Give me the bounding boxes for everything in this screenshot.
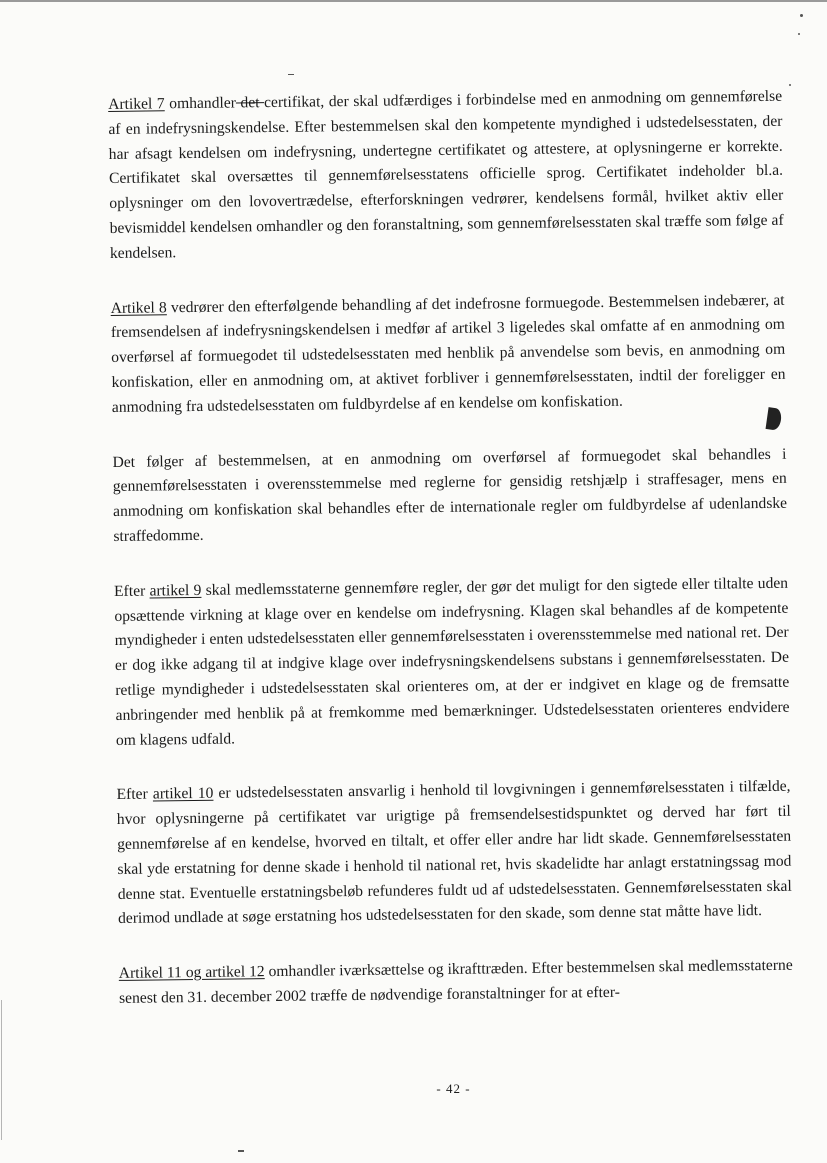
article-reference: artikel 10 — [152, 785, 214, 803]
article-reference: Artikel 8 — [110, 298, 167, 317]
paragraph-artikel-11-12 — [119, 954, 794, 1012]
struck-text: det — [235, 94, 265, 112]
paragraph-artikel-10 — [116, 775, 792, 932]
paragraph-artikel-8-continued — [112, 442, 787, 549]
scan-speck — [288, 74, 294, 75]
scan-speck — [798, 33, 800, 35]
scan-left-edge — [1, 1000, 2, 1140]
paragraph-text: Efter — [113, 582, 150, 600]
document-page — [108, 85, 794, 1042]
scan-top-edge — [0, 0, 827, 2]
paragraph-text: omhandler — [164, 94, 237, 113]
page-number: - 42 - — [436, 1081, 471, 1096]
article-reference: Artikel 11 og artikel 12 — [118, 963, 265, 983]
paragraph-text: Det følger af bestemmelsen, at en anmodning om overførsel af formuegodet skal behandles i gennemførelsesstaten i overensstemmelse med reglerne for gensidig retshjælp i straffesager, mens en anmodning om konfiskation skal behandles efter de internationale regler om fuldbyrdelse af udenlandske straffedomme. — [112, 445, 788, 545]
scan-speck — [238, 1150, 244, 1152]
paragraph-text: er udstedelsesstaten ansvarlig i henhold til lovgivningen i gennemførelsesstaten i tilfælde, hvor oplysningerne på certifikatet var urigtige på fremsendelsestidspunktet og derved har ført til gennemførelse af en kendelse, hvorved en tiltalt, et offer eller andre har lidt skade. Gennemførelsesstaten skal yde erstatning for denne skade i henhold til national ret, hvis skadelidte har anlagt erstatningssag mod denne stat. Eventuelle erstatningsbeløb refunderes fuldt ud af udstedelsesstaten. Gennemførelsesstaten skal derimod undlade at søge erstatning hos udstedelsesstaten for den skade, som denne stat måtte have lidt. — [116, 778, 792, 928]
paragraph-text: certifikat, der skal udfærdiges i forbindelse med en anmodning om gennemførelse af en indefrysningskendelse. Efter bestemmelsen skal den kompetente myndighed i udstedelsesstaten, der har afsagt kendelsen om indefrysning, undertegne certifikatet og attestere, at oplysningerne er korrekte. Certifikatet skal oversættes til gennemførelsesstatens officielle sprog. Certifikatet indeholder bl.a. oplysninger om den lovovertrædelse, efterforskningen vedrører, kendelsens formål, hvilket aktiv eller bevismiddel kendelsen omhandler og den foranstaltning, som gennemførelsesstaten skal træffe som følge af kendelsen. — [108, 87, 784, 262]
scan-speck — [789, 84, 791, 86]
paragraph-text: omhandler iværksættelse og ikrafttræden. Efter bestemmelsen skal medlemsstaterne senest den 31. december 2002 træffe de nødvendige foranstaltninger for at efter- — [118, 956, 793, 1007]
paragraph-text: vedrører den efterfølgende behandling af det indefrosne formuegode. Bestemmelsen indebærer, at fremsendelsen af indefrysningskendelsen i medfør af artikel 3 ligeledes skal omfatte af en anmodning om overførsel af formuegodet til udstedelsesstaten med henblik på anvendelse som bevis, en anmodning om konfiskation, eller en anmodning om, at aktivet forbliver i gennemførelsesstaten, indtil der foreligger en anmodning fra udstedelsesstaten om fuldbyrdelse af en kendelse om konfiskation. — [110, 291, 786, 416]
article-reference: artikel 9 — [149, 581, 202, 600]
paragraph-artikel-7 — [108, 85, 784, 267]
article-reference: Artikel 7 — [108, 95, 165, 113]
paragraph-text: Efter — [116, 785, 153, 804]
paragraph-artikel-9 — [114, 571, 790, 753]
paragraph-artikel-8 — [110, 288, 785, 420]
paragraph-text: skal medlemsstaterne gennemføre regler, der gør det muligt for den sigtede eller tiltalte uden opsættende virkning at klage over en kendelse om indefrysning. Klagen skal behandles af de kompetente myndigheder i enten udstedelsesstaten eller gennemførelsesstaten i overensstemmelse med national ret. Der er dog ikke adgang til at indgive klage over indefrysningskendelsens substans i gennemførelsesstaten. De retlige myndigheder i udstedelsesstaten skal orienteres om, at der er indgivet en klage og de fremsatte anbringender med henblik på at fremkomme med bemærkninger. Udstedelsesstaten orienteres endvidere om klagens udfald. — [114, 574, 790, 749]
scan-speck — [800, 14, 803, 17]
